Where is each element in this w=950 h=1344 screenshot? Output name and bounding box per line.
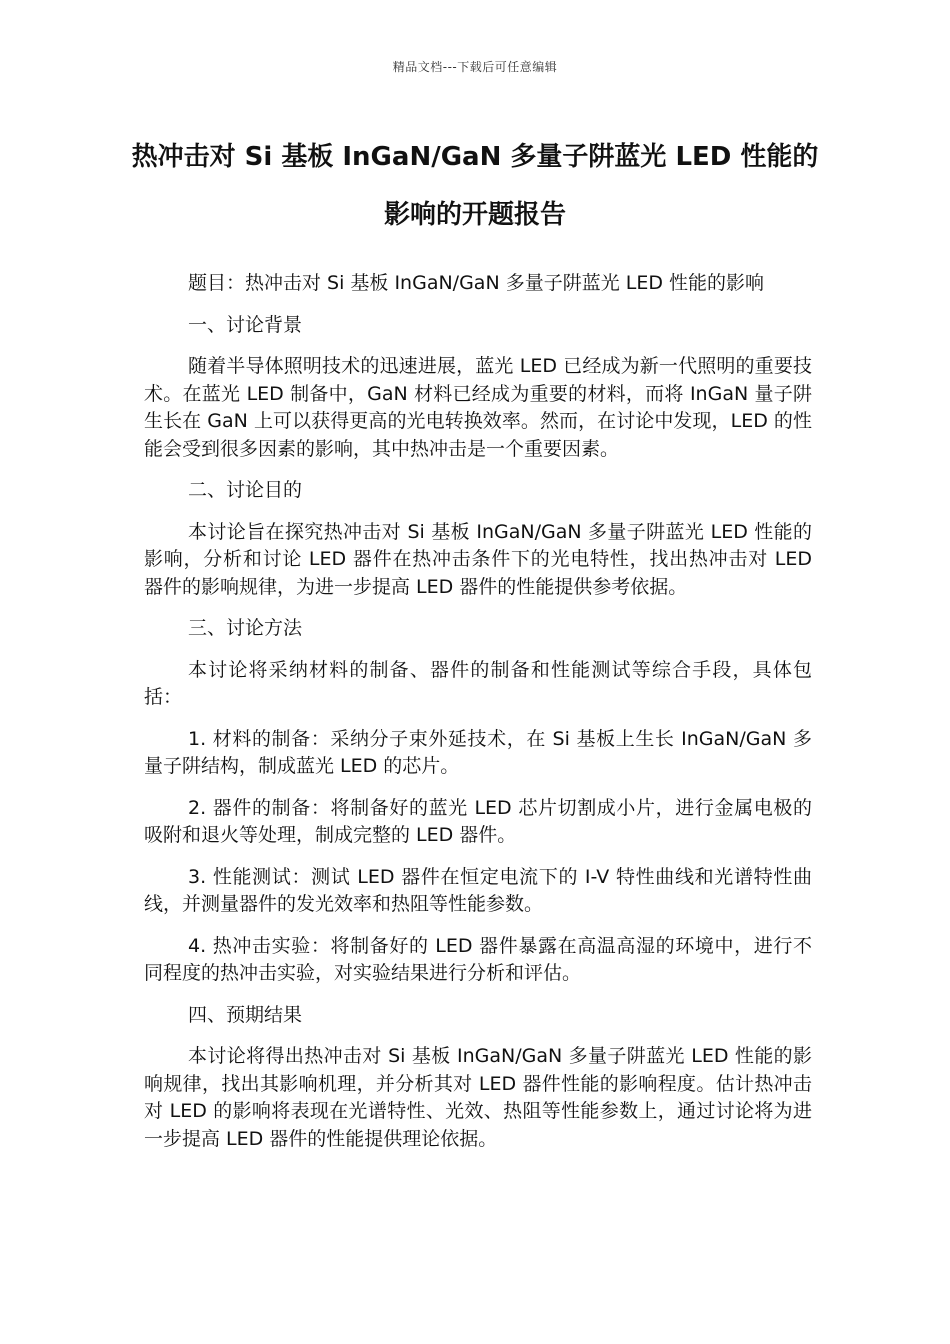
method-item-material: 1. 材料的制备：采纳分子束外延技术，在 Si 基板上生长 InGaN/GaN 多量子阱结构，制成蓝光 LED 的芯片。: [144, 727, 812, 777]
page-header: 精品文档---下载后可任意编辑: [392, 60, 558, 74]
results-paragraph: 本讨论将得出热冲击对 Si 基板 InGaN/GaN 多量子阱蓝光 LED 性能的影响规律，找出其影响机理，并分析其对 LED 器件性能的影响程度。估计热冲击对 LED 的影响将表现在光谱特性、光效、热阻等性能参数上，通过讨论将为进一步提高 LED 器件的性能提供理论依据。: [144, 1045, 812, 1150]
document-body: [144, 270, 812, 1153]
method-item-device: 2. 器件的制备：将制备好的蓝光 LED 芯片切割成小片，进行金属电极的吸附和退火等处理，制成完整的 LED 器件。: [144, 796, 812, 846]
background-paragraph: 随着半导体照明技术的迅速进展，蓝光 LED 已经成为新一代照明的重要技术。在蓝光 LED 制备中，GaN 材料已经成为重要的材料，而将 InGaN 量子阱生长在 GaN 上可以获得更高的光电转换效率。然而，在讨论中发现，LED 的性能会受到很多因素的影响，其中热冲击是一个重要因素。: [144, 355, 812, 460]
method-intro-paragraph: 本讨论将采纳材料的制备、器件的制备和性能测试等综合手段，具体包括：: [144, 658, 812, 708]
section-heading-purpose: 二、讨论目的: [188, 479, 303, 501]
section-heading-results: 四、预期结果: [188, 1003, 303, 1026]
section-heading-background: 一、讨论背景: [188, 313, 303, 336]
method-item-thermal-shock: 4. 热冲击实验：将制备好的 LED 器件暴露在高温高湿的环境中，进行不同程度的热冲击实验，对实验结果进行分析和评估。: [144, 934, 812, 984]
method-item-testing: 3. 性能测试：测试 LED 器件在恒定电流下的 I-V 特性曲线和光谱特性曲线，并测量器件的发光效率和热阻等性能参数。: [144, 865, 812, 915]
section-heading-method: 三、讨论方法: [188, 617, 303, 639]
topic-line: 题目：热冲击对 Si 基板 InGaN/GaN 多量子阱蓝光 LED 性能的影响: [188, 272, 765, 294]
purpose-paragraph: 本讨论旨在探究热冲击对 Si 基板 InGaN/GaN 多量子阱蓝光 LED 性能的影响，分析和讨论 LED 器件在热冲击条件下的光电特性，找出热冲击对 LED 器件的影响规律，为进一步提高 LED 器件的性能提供参考依据。: [144, 520, 812, 598]
document-title: 热冲击对 Si 基板 InGaN/GaN 多量子阱蓝光 LED 性能的影响的开题报告: [131, 142, 819, 230]
